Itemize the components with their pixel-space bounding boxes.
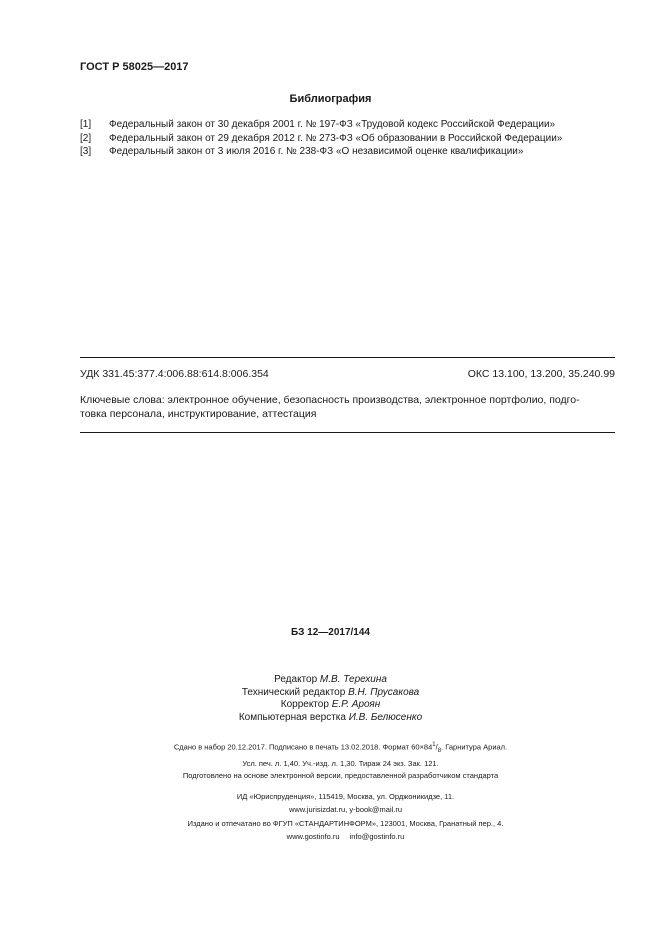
producer-email: info@gostinfo.ru [349,831,405,841]
credit-line [0,687,661,700]
print-info-line: Подготовлено на основе электронной версии, предоставленной разработчиком стандарта [182,771,499,780]
print-info-line [0,739,661,758]
bibliography-item-number: [1] [80,119,92,130]
producer-contacts [0,831,661,844]
producer-block [0,818,661,843]
credit-role: Редактор [274,674,318,685]
bibliography-item-text: Федеральный закон от 29 декабря 2012 г. № 273-ФЗ «Об образовании в Российской Федерации» [109,132,563,144]
publisher-contacts: www.jurisizdat.ru, y-book@mail.ru [288,804,403,814]
bz-number: БЗ 12—2017/144 [291,627,370,638]
format-fraction-numerator: 1 [432,742,436,748]
classification-row [80,368,615,380]
credit-person: И.В. Белюсенко [348,711,423,723]
bibliography-item-number: [2] [80,132,92,144]
credit-line [0,699,661,712]
publisher-address: ИД «Юриспруденция», 115419, Москва, ул. Орджоникидзе, 11. [236,792,455,801]
print-font-text: . Гарнитура Ариал. [441,742,508,752]
credits-block [0,674,661,724]
bibliography-item-number: [3] [80,146,92,157]
bibliography-title: Библиография [289,93,372,105]
credit-role: Компьютерная верстка [238,711,346,723]
producer-website: www.gostinfo.ru [286,831,340,841]
credit-role: Корректор [280,699,329,710]
print-info-block [0,739,661,783]
format-fraction-denominator: 8 [437,748,442,754]
credit-person: М.В. Терехина [319,674,387,685]
credit-line [0,712,661,725]
keywords-line: товка персонала, инструктирование, аттестация [80,407,317,420]
top-divider [80,357,615,358]
bibliography-item-text: Федеральный закон от 30 декабря 2001 г. № 197-ФЗ «Трудовой кодекс Российской Федерации» [109,119,556,130]
bibliography-item [80,145,620,159]
print-info-line: Усл. печ. л. 1,40. Уч.-изд. л. 1,30. Тираж 24 экз. Зак. 121. [242,758,439,768]
credit-person: Е.Р. Ароян [331,699,381,710]
bibliography-list [80,118,620,159]
bibliography-item [80,132,620,146]
producer-address: Издано и отпечатано во ФГУП «СТАНДАРТИНФОРМ», 123001, Москва, Гранатный пер., 4. [187,819,504,828]
credit-person: В.Н. Прусакова [348,686,420,698]
keywords-block [80,394,615,421]
oks-code: ОКС 13.100, 13.200, 35.240.99 [467,368,615,380]
bottom-divider [80,432,615,433]
standard-code-header: ГОСТ Р 58025—2017 [80,61,189,73]
print-format-text: Сдано в набор 20.12.2017. Подписано в печать 13.02.2018. Формат 60×84 [173,742,433,752]
format-fraction-slash: / [435,742,438,752]
bibliography-item-text: Федеральный закон от 3 июля 2016 г. № 238-ФЗ «О независимой оценке квалификации» [109,146,524,157]
credit-line [0,674,661,687]
bibliography-item [80,118,620,132]
udk-code: УДК 331.45:377.4:006.88:614.8:006.354 [80,368,269,380]
publisher-block [0,791,661,816]
credit-role: Технический редактор [241,686,346,698]
keywords-line: Ключевые слова: электронное обучение, безопасность производства, электронное портфолио, подго- [80,394,580,406]
